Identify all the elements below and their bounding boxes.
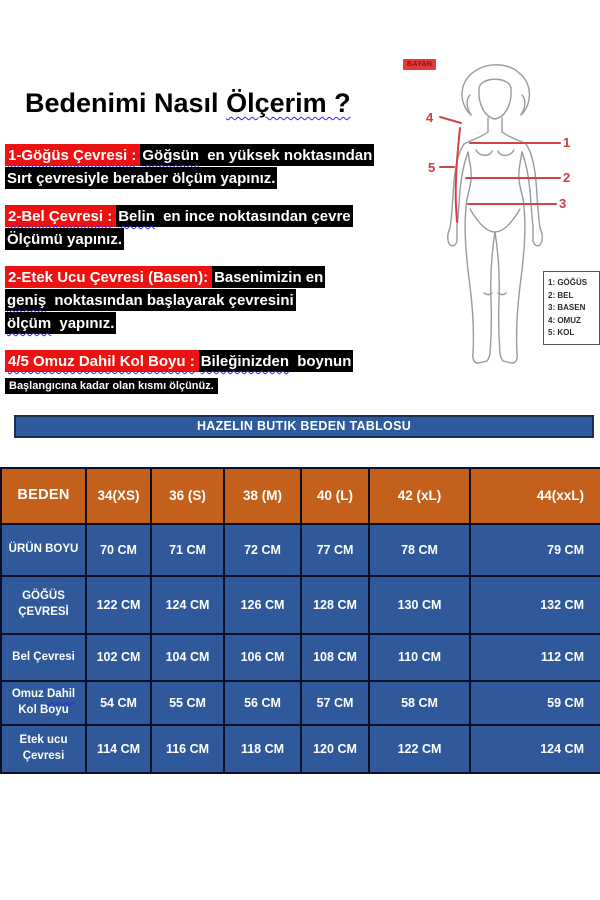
row-label <box>1 681 86 725</box>
row-label-line <box>2 687 85 703</box>
figure-legend <box>543 271 600 345</box>
instruction-line <box>5 289 405 312</box>
instruction-text: noktasından başlayarak çevresini <box>48 289 295 311</box>
size-value-cell: 120 CM <box>301 725 369 773</box>
size-value-cell: 59 CM <box>470 681 600 725</box>
legend-item: 1: GÖĞÜS <box>548 278 588 287</box>
instruction-text: geniş <box>5 289 48 311</box>
column-header: 36 (S) <box>151 468 224 524</box>
row-label <box>1 524 86 576</box>
row-label-text: Kol Boyu <box>18 704 69 716</box>
size-value-cell: 122 CM <box>369 725 470 773</box>
row-label-text: Çevresi <box>22 750 65 762</box>
size-value-cell: 56 CM <box>224 681 301 725</box>
instruction-label: 2-Bel Çevresi : <box>5 205 116 227</box>
size-table-header <box>1 468 600 524</box>
row-label-line <box>2 703 85 719</box>
size-value-cell: 71 CM <box>151 524 224 576</box>
instruction-text: en yüksek noktasından <box>201 144 374 166</box>
figure-marker-5: 5 <box>428 160 436 175</box>
table-row <box>1 681 600 725</box>
size-table <box>0 467 600 774</box>
instructions <box>5 144 405 413</box>
instruction-line <box>5 350 405 373</box>
figure-marker-1: 1 <box>563 135 571 150</box>
instruction-text: Ölçümü yapınız. <box>5 228 124 250</box>
size-value-cell: 55 CM <box>151 681 224 725</box>
instruction-text: yapınız. <box>53 312 116 334</box>
size-value-cell: 70 CM <box>86 524 151 576</box>
row-label-line <box>2 650 85 666</box>
row-label-text: Omuz <box>11 688 47 701</box>
size-table-body <box>1 524 600 773</box>
instruction-line <box>5 312 405 335</box>
row-label-text: Etek ucu <box>19 734 68 747</box>
table-row <box>1 634 600 681</box>
size-value-cell: 132 CM <box>470 576 600 634</box>
page-title-text: Bedenimi Nasıl <box>25 88 227 118</box>
size-value-cell: 124 CM <box>470 725 600 773</box>
size-value-cell: 110 CM <box>369 634 470 681</box>
size-value-cell: 54 CM <box>86 681 151 725</box>
figure-marker-3: 3 <box>559 196 567 211</box>
instruction-line <box>5 228 405 251</box>
column-header: 40 (L) <box>301 468 369 524</box>
row-label-text: ÜRÜN BOYU <box>8 543 79 556</box>
size-value-cell: 126 CM <box>224 576 301 634</box>
size-value-cell: 116 CM <box>151 725 224 773</box>
size-value-cell: 104 CM <box>151 634 224 681</box>
size-table-title-bar: HAZELIN BUTIK BEDEN TABLOSU <box>14 415 594 438</box>
instruction-block <box>5 205 405 251</box>
instruction-block <box>5 350 405 398</box>
legend-item: 2: BEL <box>548 290 574 300</box>
size-value-cell: 114 CM <box>86 725 151 773</box>
legend-item: 4: OMUZ <box>548 315 581 325</box>
figure-marker-4: 4 <box>426 110 434 125</box>
size-value-cell: 102 CM <box>86 634 151 681</box>
row-label-line <box>2 733 85 749</box>
figure-marker-2: 2 <box>563 170 571 185</box>
row-label-text: ÇEVRESİ <box>18 606 69 618</box>
header-beden-cell: BEDEN <box>1 468 86 524</box>
row-label <box>1 576 86 634</box>
instruction-label: 4/5 Omuz Dahil Kol Boyu : <box>5 350 199 372</box>
size-value-cell: 124 CM <box>151 576 224 634</box>
instruction-line <box>5 167 405 190</box>
table-header-row <box>1 468 600 524</box>
instruction-label: 2-Etek Ucu Çevresi (Basen): <box>5 266 212 288</box>
column-header: 38 (M) <box>224 468 301 524</box>
instruction-text: Belin <box>116 205 157 227</box>
instruction-text: Başlangıcına kadar olan kısmı ölçünüz. <box>5 378 218 394</box>
row-label-text: GÖĞÜS <box>22 590 65 603</box>
instruction-text: boynun <box>291 350 353 372</box>
size-value-cell: 130 CM <box>369 576 470 634</box>
column-header: 42 (xL) <box>369 468 470 524</box>
size-value-cell: 72 CM <box>224 524 301 576</box>
instruction-block <box>5 144 405 190</box>
row-label-line <box>2 589 85 605</box>
row-label <box>1 634 86 681</box>
size-value-cell: 57 CM <box>301 681 369 725</box>
size-value-cell: 79 CM <box>470 524 600 576</box>
instruction-line <box>5 373 405 398</box>
row-label <box>1 725 86 773</box>
row-label-text: Bel Çevresi <box>12 650 75 663</box>
size-value-cell: 106 CM <box>224 634 301 681</box>
size-value-cell: 77 CM <box>301 524 369 576</box>
instruction-text: ölçüm <box>5 312 53 334</box>
legend-item: 3: BASEN <box>548 303 586 312</box>
page-title <box>25 88 351 119</box>
instruction-text: Bileğinizden <box>199 350 291 372</box>
measurement-figure <box>400 55 600 367</box>
measurement-lines <box>440 117 560 222</box>
size-value-cell: 128 CM <box>301 576 369 634</box>
row-label-line <box>2 605 85 621</box>
gender-badge: BAYAN <box>403 59 436 70</box>
row-label-text: Dahil <box>47 688 76 701</box>
instruction-text: Sırt çevresiyle beraber ölçüm yapınız. <box>5 167 277 189</box>
instruction-text: Göğsün <box>140 144 201 166</box>
instruction-block <box>5 266 405 335</box>
page-title-underlined-text: Ölçerim ? <box>226 88 351 118</box>
size-value-cell: 122 CM <box>86 576 151 634</box>
size-value-cell: 78 CM <box>369 524 470 576</box>
row-label-line <box>2 749 85 765</box>
column-header: 44(xxL) <box>470 468 600 524</box>
size-value-cell: 118 CM <box>224 725 301 773</box>
column-header: 34(XS) <box>86 468 151 524</box>
size-value-cell: 108 CM <box>301 634 369 681</box>
instruction-line <box>5 266 405 289</box>
table-row <box>1 725 600 773</box>
size-value-cell: 58 CM <box>369 681 470 725</box>
instruction-line <box>5 205 405 228</box>
table-row <box>1 576 600 634</box>
row-label-line <box>2 542 85 558</box>
instruction-text: Basenimizin en <box>212 266 325 288</box>
instruction-text: en ince noktasından çevre <box>157 205 353 227</box>
table-row <box>1 524 600 576</box>
legend-item: 5: KOL <box>548 328 575 337</box>
size-value-cell: 112 CM <box>470 634 600 681</box>
instruction-label: 1-Göğüs Çevresi : <box>5 144 140 166</box>
instruction-line <box>5 144 405 167</box>
